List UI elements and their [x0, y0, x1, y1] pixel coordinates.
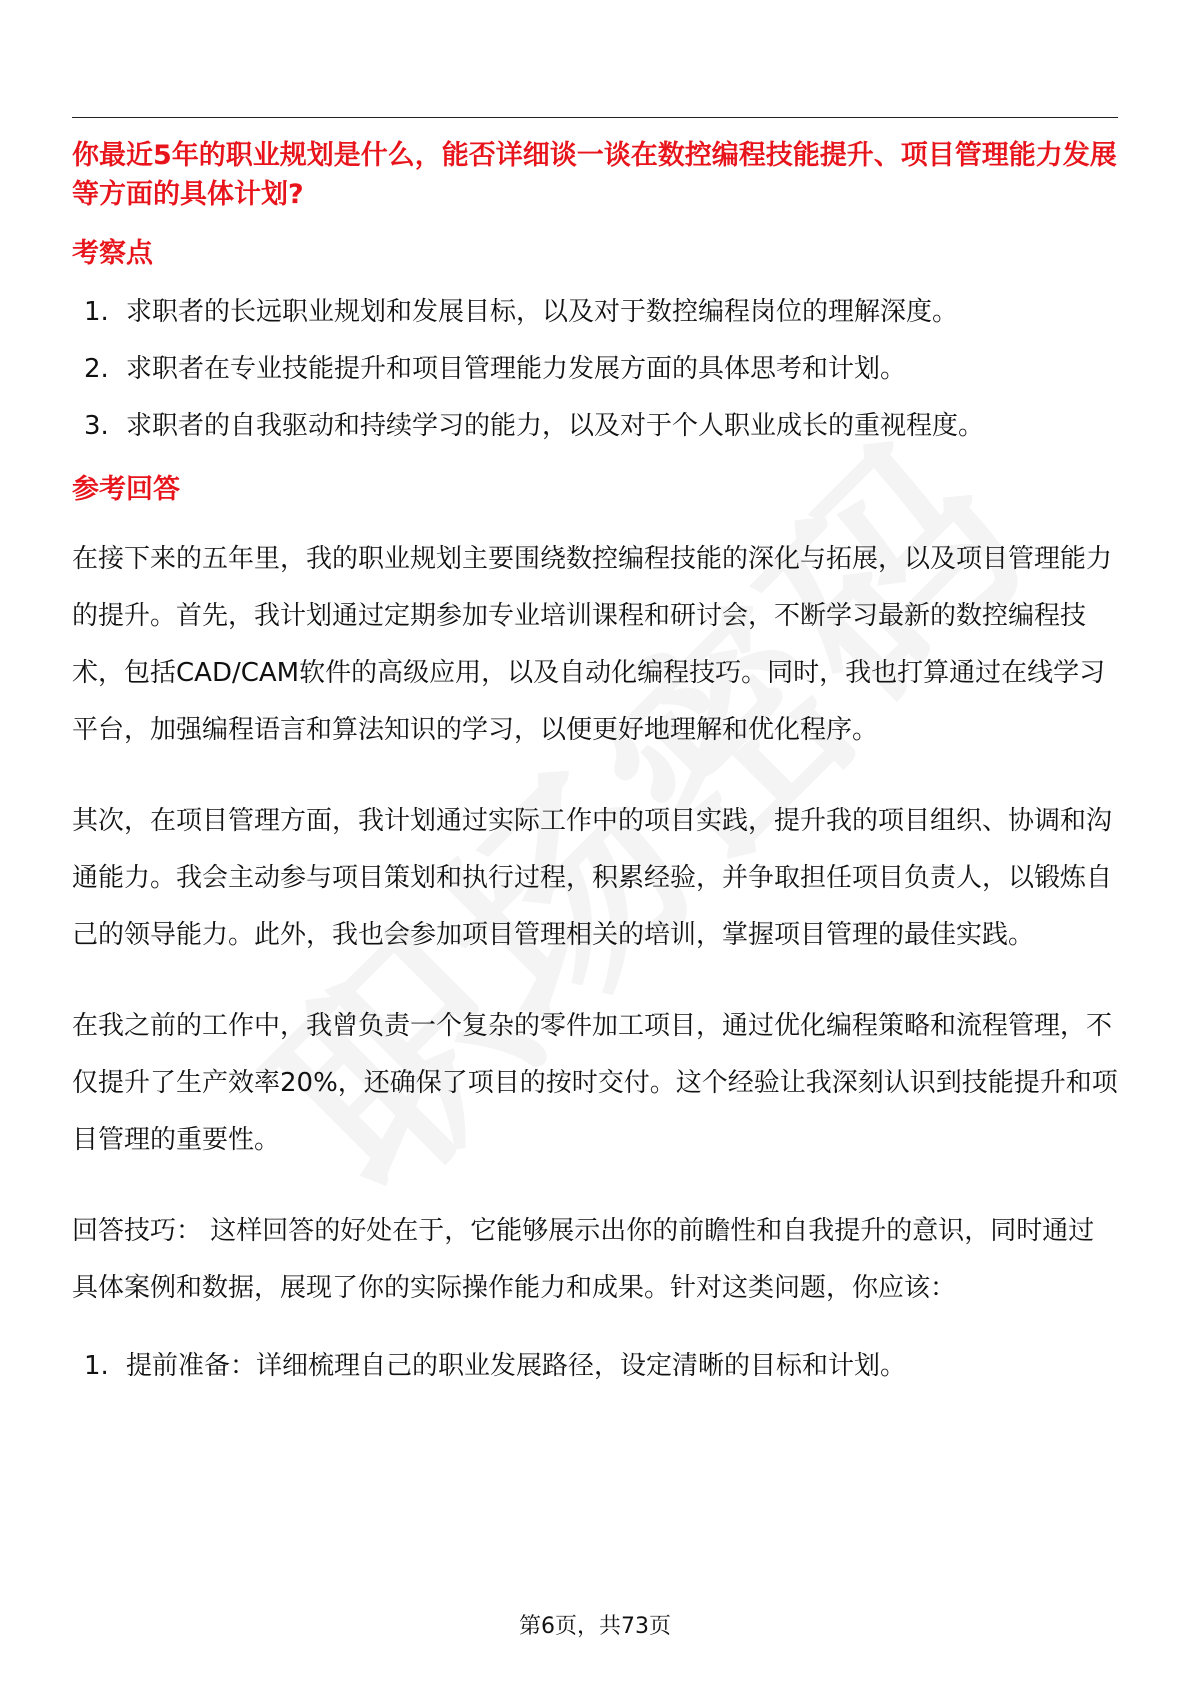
list-item — [72, 407, 1118, 446]
list-item — [72, 1347, 1118, 1386]
reference-heading: 参考回答 — [72, 474, 180, 505]
page-number: 第6页，共73页 — [519, 1614, 671, 1639]
assessment-list — [72, 293, 1118, 446]
answer-paragraph: 在我之前的工作中，我曾负责一个复杂的零件加工项目，通过优化编程策略和流程管理，不仅提升了生产效率20%，还确保了项目的按时交付。这个经验让我深刻认识到技能提升和项目管理的重要性。 — [72, 1011, 1118, 1155]
list-item — [72, 350, 1118, 389]
list-number: 2. — [84, 354, 109, 384]
list-item-text: 求职者的长远职业规划和发展目标，以及对于数控编程岗位的理解深度。 — [126, 297, 959, 327]
list-number: 1. — [84, 1351, 109, 1381]
list-item-text: 求职者在专业技能提升和项目管理能力发展方面的具体思考和计划。 — [126, 354, 907, 384]
answer-paragraph: 其次，在项目管理方面，我计划通过实际工作中的项目实践，提升我的项目组织、协调和沟通能力。我会主动参与项目策划和执行过程，积累经验，并争取担任项目负责人，以锻炼自己的领导能力。此外，我也会参加项目管理相关的培训，掌握项目管理的最佳实践。 — [72, 806, 1113, 950]
list-item-text: 提前准备：详细梳理自己的职业发展路径，设定清晰的目标和计划。 — [126, 1351, 907, 1381]
list-number: 1. — [84, 297, 109, 327]
page-content — [72, 136, 1118, 1386]
answer-paragraph: 在接下来的五年里，我的职业规划主要围绕数控编程技能的深化与拓展，以及项目管理能力的提升。首先，我计划通过定期参加专业培训课程和研讨会，不断学习最新的数控编程技术，包括CAD/CAM软件的高级应用，以及自动化编程技巧。同时，我也打算通过在线学习平台，加强编程语言和算法知识的学习，以便更好地理解和优化程序。 — [72, 544, 1113, 745]
header-rule — [72, 117, 1118, 118]
tips-list — [72, 1347, 1118, 1386]
list-item-text: 求职者的自我驱动和持续学习的能力，以及对于个人职业成长的重视程度。 — [126, 411, 985, 441]
answer-tips-paragraph: 回答技巧： 这样回答的好处在于，它能够展示出你的前瞻性和自我提升的意识，同时通过具体案例和数据，展现了你的实际操作能力和成果。针对这类问题，你应该： — [72, 1216, 1095, 1303]
list-item — [72, 293, 1118, 332]
assessment-heading: 考察点 — [72, 238, 153, 269]
question-title: 你最近5年的职业规划是什么，能否详细谈一谈在数控编程技能提升、项目管理能力发展等方面的具体计划? — [72, 140, 1117, 210]
list-number: 3. — [84, 411, 109, 441]
